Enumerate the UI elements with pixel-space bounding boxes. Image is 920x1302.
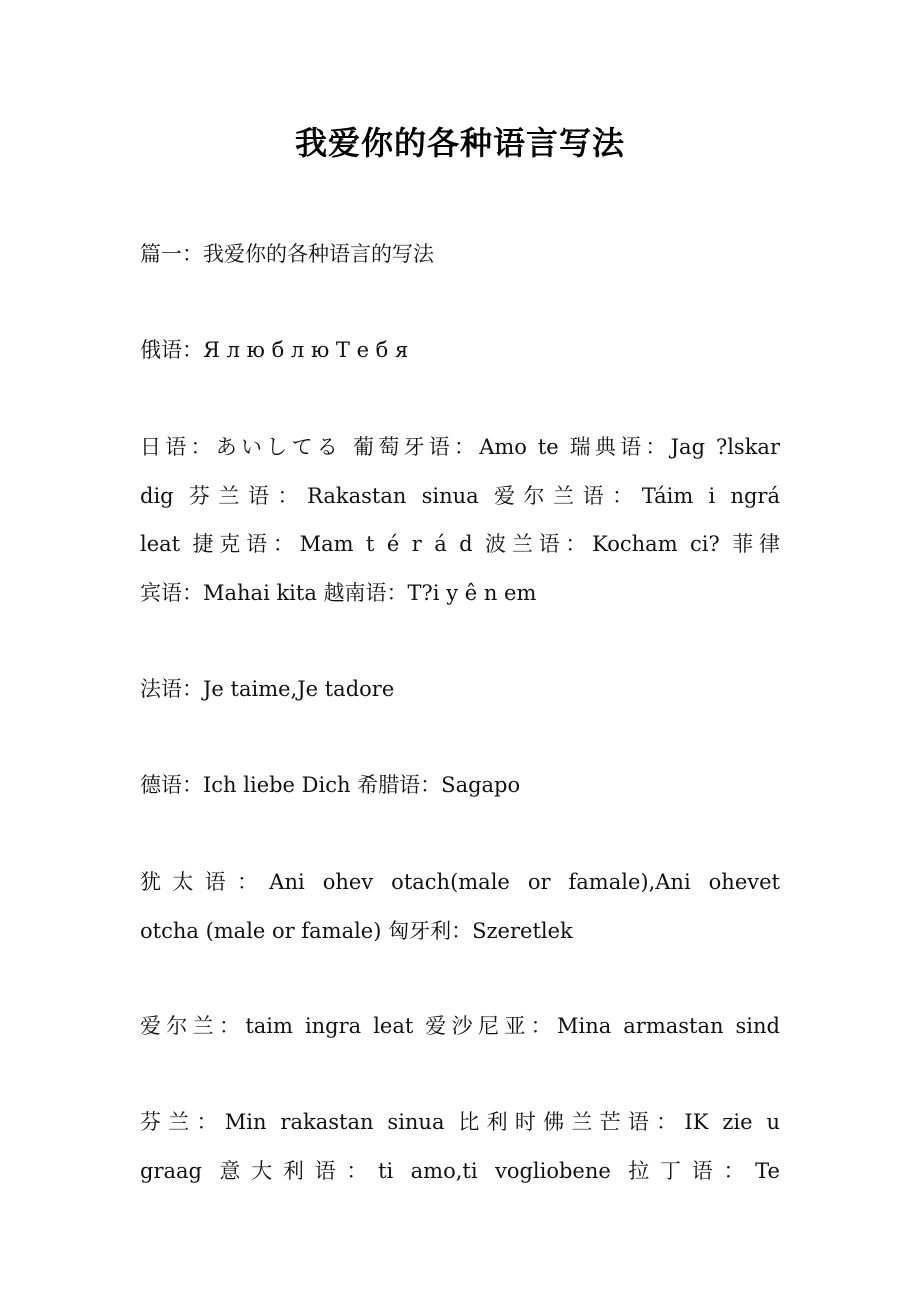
text-line: 俄语：Я л ю б л ю Т е б я: [140, 338, 409, 362]
text-line: 篇一：我爱你的各种语言的写法: [140, 242, 434, 266]
text-line: 德语：Ich liebe Dich 希腊语：Sagapo: [140, 773, 521, 797]
text-line: 法语：Je taime,Je tadore: [140, 677, 395, 701]
text-line: 宾语：Mahai kita 越南语：T?i y ê n em: [140, 580, 537, 605]
text-line: leat 捷克语：Mam t é r á d 波兰语：Kocham ci? 菲律: [140, 532, 780, 556]
text-line: otcha (male or famale) 匈牙利：Szeretlek: [140, 918, 573, 943]
text-line: 日语：あいしてる 葡萄牙语：Amo te 瑞典语：Jag ?lskar: [140, 435, 780, 459]
text-line: 犹太语：Ani ohev otach(male or famale),Ani ohevet: [140, 870, 780, 894]
paragraph-irish-estonian: [140, 1002, 780, 1051]
document-title: 我爱你的各种语言写法: [294, 124, 625, 162]
text-line: 芬兰：Min rakastan sinua 比利时佛兰芒语：IK zie u: [140, 1110, 780, 1134]
paragraph-russian: [140, 326, 780, 375]
paragraph-german-greek: [140, 761, 780, 810]
paragraph-french: [140, 665, 780, 714]
paragraph-finnish-flemish-italian: [140, 1098, 780, 1195]
paragraph-hebrew-hungarian: [140, 858, 780, 955]
text-line: 爱尔兰：taim ingra leat 爱沙尼亚：Mina armastan sind: [140, 1014, 780, 1038]
paragraph-heading: [140, 230, 780, 279]
text-line: graag 意大利语：ti amo,ti vogliobene 拉丁语：Te: [140, 1158, 780, 1183]
paragraph-multilang: [140, 423, 780, 617]
text-line: dig 芬兰语：Rakastan sinua 爱尔兰语：Táim i ngrá: [140, 483, 780, 508]
